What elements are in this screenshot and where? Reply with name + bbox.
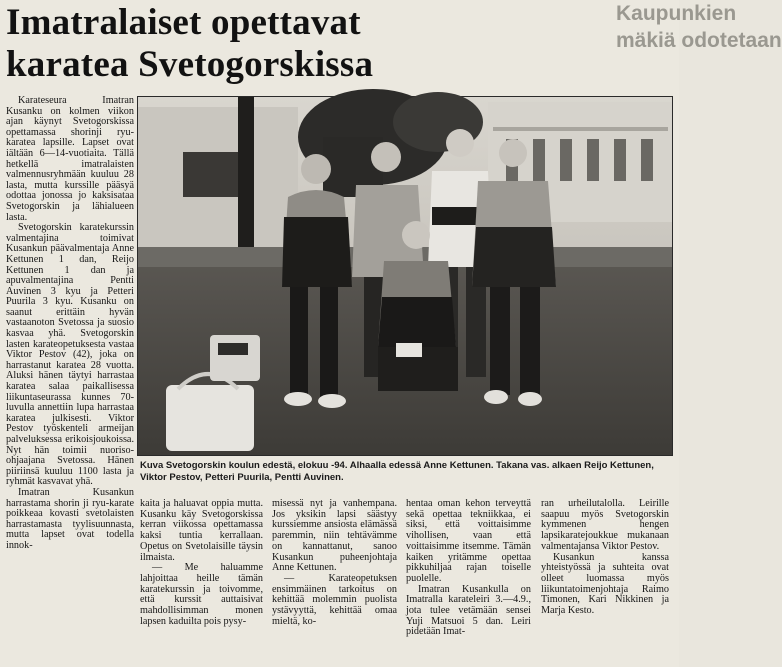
paragraph: hentaa oman kehon terveyttä sekä opettaa tekniikkaa, ei siksi, että voittaisimme vihollisen, vaan että voittaisimme itsemme. Tämän kaiken yritämme opettaa pikkuhiljaa rajan toiselle puolelle. — [406, 498, 531, 584]
paragraph: misessä nyt ja vanhempana. Jos yksikin lapsi säästyy kurssiemme ansiosta elämässä paremmin, niin tehtävämme on kannattanut, sanoo Kusankun puheenjohtaja Anne Kettunen. — [272, 498, 397, 574]
paragraph: ran urheilutalolla. Leirille saapuu myös Svetogorskin kymmenen hengen lapsikaratejoukkue mukanaan valmentajansa Viktor Pestov. — [541, 498, 669, 552]
headline-line-2: karatea Svetogorskissa — [6, 44, 374, 85]
paragraph: Svetogorskin karatekurssin valmentajina toimivat Kusankun päävalmentaja Anne Kettunen 1 dan, Reijo Kettunen 1 dan ja apuvalmentajina Pentti Auvinen 3 kyu ja Petteri Puurila 3 kyu. Kusanku on saanut erittäin hyvän vastaanoton Svetossa ja suosio kasvaa yhä. Svetogorskin lasten karateopetuksesta vastaa Viktor Pestov (42), joka on harrastanut karatea 28 vuotta. Aluksi hänen täytyi harrastaa karatea salaa paikallisessa liikuntaseurassa kunnes 70-luvulla annettiin lupa harrastaa karatea julkisesti. Viktor Pestov työskenteli armeijan palveluksessa erikoisjoukoissa. Nyt hän toimii nuoriso-ohjaajana Svetossa. Hänen piiriinsä kuuluu 1100 lasta ja ryhmät kasvavat yhä. — [6, 222, 134, 488]
article-column-5 — [541, 499, 669, 667]
article-column-4 — [406, 499, 531, 667]
photo-caption: Kuva Svetogorskin koulun edestä, elokuu -94. Alhaalla edessä Anne Kettunen. Takana vas. alkaen Reijo Kettunen, Viktor Pestov, Petteri Puurila, Pentti Auvinen. — [140, 460, 654, 483]
paragraph: Karateseura Imatran Kusanku on kolmen viikon ajan käynyt Svetogorskissa opettamassa shorinji ryu-karatea lapsille. Lapset ovat iältään 6—14-vuotiaita. Tällä hetkellä imatralaisten valmennusryhmään kuuluu 28 lasta, mutta kurssille pääsyä odottaa jonossa jo kaksisataa Svetogorskin ja lähialueen lasta. — [6, 95, 134, 223]
article-headline — [6, 2, 416, 86]
article-column-3 — [272, 499, 397, 667]
photo-illustration — [138, 97, 672, 455]
headline-line-1: Imatralaiset opettavat — [6, 2, 361, 43]
karate-group-photo — [137, 96, 673, 456]
paragraph: — Me haluamme lahjoittaa heille tämän karatekurssin ja toivomme, että kurssit auttaisivat mahdollisimman monen lapsen kaduilta pois pysy- — [140, 562, 263, 627]
paragraph: kaita ja haluavat oppia mutta. Kusanku käy Svetogorskissa kerran viikossa opettamassa kaksi tuntia kerrallaan. Opetus on Svetolaisille täysin ilmaista. — [140, 498, 263, 563]
paragraph: — Karateopetuksen ensimmäinen tarkoitus on kehittää molemmin puolista ystävyyttä, kehittää omaa mieltä, ko- — [272, 572, 397, 627]
adjacent-headline-line-1: Kaupunkien — [616, 2, 737, 25]
article-column-2 — [140, 499, 263, 667]
article-column-1 — [6, 96, 134, 667]
paragraph: Kusankun kanssa yhteistyössä ja suhteita ovat olleet luomassa myös liikuntatoimenjohtaja Raimo Timonen, Kari Nikkinen ja Marja Kesto. — [541, 551, 669, 617]
adjacent-headline-line-2: mäkiä odotetaan — [616, 29, 782, 52]
adjacent-article-headline — [612, 0, 782, 92]
paragraph: Imatran Kusankulla on Imatralla karateleiri 3.—4.9., jota tulee vetämään sensei Yuji Matsuoi 5 dan. Leiri pidetään Imat- — [406, 583, 531, 638]
paragraph: Imatran Kusankun harrastama shorin ji ryu-karate poikkeaa kovasti svetolaisten harrastamasta tyylisuunnasta, mutta lapset ovat todella innok- — [6, 486, 134, 551]
